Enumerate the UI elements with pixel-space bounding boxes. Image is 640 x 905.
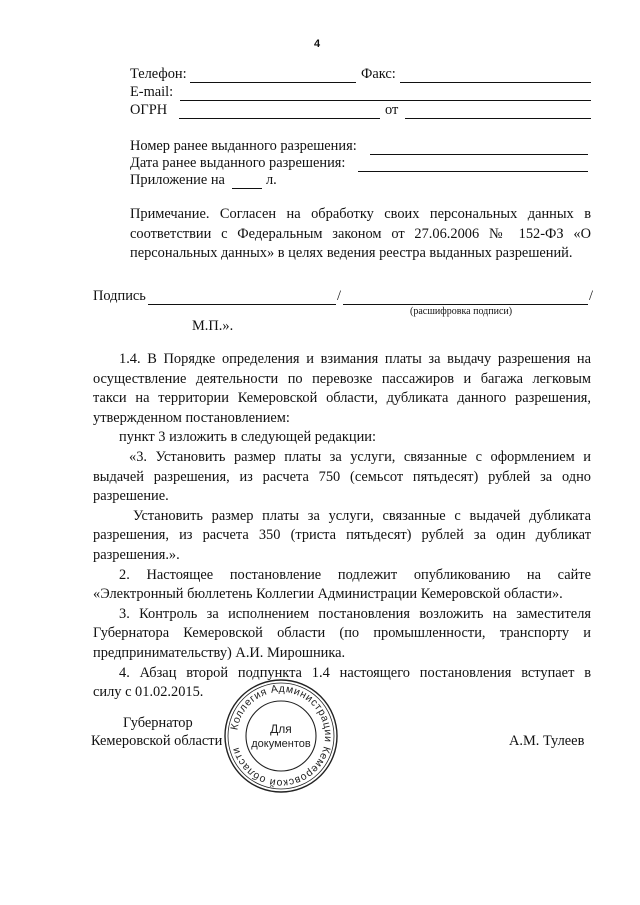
signature-label: Подпись: [93, 288, 146, 304]
ogrn-blank: [179, 118, 380, 119]
quote2-line-2: разрешения, из расчета 350 (триста пятьдесят) рублей за один дубликат: [93, 527, 591, 544]
item3-intro: пункт 3 изложить в следующей редакции:: [119, 429, 376, 446]
quote2-line-3: разрешения.».: [93, 546, 180, 563]
attachment-pages-blank: [232, 188, 262, 189]
official-stamp: [222, 677, 340, 795]
p14-line-2: осуществление деятельности по перевозке пассажиров и багажа легковым: [93, 370, 591, 387]
email-blank: [180, 100, 591, 101]
signature-decode-blank: [343, 304, 588, 305]
signature-slash-1: /: [337, 288, 341, 304]
stamp-center-line-2: документов: [251, 738, 311, 750]
note-line-2: соответствии с Федеральным законом от 27.06.2006 № 152-ФЗ «О: [130, 225, 591, 242]
stamp-place: М.П.».: [192, 318, 234, 334]
p14-line-1: 1.4. В Порядке определения и взимания платы за выдачу разрешения на: [119, 351, 591, 367]
governor-name: А.М. Тулеев: [509, 733, 585, 749]
email-label: E-mail:: [130, 84, 174, 100]
p4-line-1: 4. Абзац второй подпункта 1.4 настоящего постановления вступает в: [119, 664, 591, 681]
p3-line-2: Губернатора Кемеровской области (по промышленности, транспорту и: [93, 625, 591, 642]
stamp-center-line-1: Для: [270, 722, 292, 736]
signature-slash-2: /: [589, 288, 593, 304]
body-text: [93, 350, 591, 703]
governor-region: Кемеровской области: [91, 733, 223, 749]
attachment-suffix: л.: [266, 172, 277, 188]
note-line-3: персональных данных» в целях ведения реестра выданных разрешений.: [130, 245, 573, 262]
prev-permit-number-blank: [370, 154, 588, 155]
p2-line-1: 2. Настоящее постановление подлежит опубликованию на сайте: [119, 566, 591, 583]
quote2-line-1: Установить размер платы за услуги, связанные с выдачей дубликата: [133, 507, 591, 524]
p3-line-3: предпринимательству) А.И. Мирошника.: [93, 644, 346, 661]
consent-note: [130, 205, 591, 264]
prev-permit-date-blank: [358, 171, 588, 172]
page-number: 4: [314, 38, 321, 50]
attachment-prefix: Приложение на: [130, 172, 225, 188]
signature-decode-hint: (расшифровка подписи): [410, 306, 513, 317]
quote1-line-3: разрешение.: [93, 488, 169, 505]
fax-blank: [400, 82, 591, 83]
phone-blank: [190, 82, 356, 83]
from-label: от: [385, 102, 399, 118]
stamp-ring-text: Коллегия Администрации Кемеровской области: [228, 682, 335, 790]
quote1-line-1: «3. Установить размер платы за услуги, связанные с оформлением и: [129, 448, 591, 465]
signature-blank: [148, 304, 336, 305]
p14-line-3: такси на территории Кемеровской области, дубликата данного разрешения,: [93, 390, 591, 407]
p3-line-1: 3. Контроль за исполнением постановления возложить на заместителя: [119, 605, 591, 622]
quote1-line-2: выдачей разрешения, из расчета 750 (семьсот пятьдесят) рублей за одно: [93, 468, 591, 485]
ogrn-label: ОГРН: [130, 102, 168, 118]
prev-permit-date-label: Дата ранее выданного разрешения:: [130, 155, 346, 171]
p2-line-2: «Электронный бюллетень Коллегии Администрации Кемеровской области».: [93, 586, 563, 603]
p4-line-2: силу с 01.02.2015.: [93, 684, 204, 701]
governor-title: Губернатор: [123, 715, 193, 731]
prev-permit-number-label: Номер ранее выданного разрешения:: [130, 138, 357, 154]
ogrn-date-blank: [405, 118, 591, 119]
fax-label: Факс:: [361, 66, 396, 82]
note-line-1: Примечание. Согласен на обработку своих персональных данных в: [130, 206, 591, 222]
p14-line-4: утвержденном постановлением:: [93, 409, 290, 426]
phone-label: Телефон:: [130, 66, 187, 82]
